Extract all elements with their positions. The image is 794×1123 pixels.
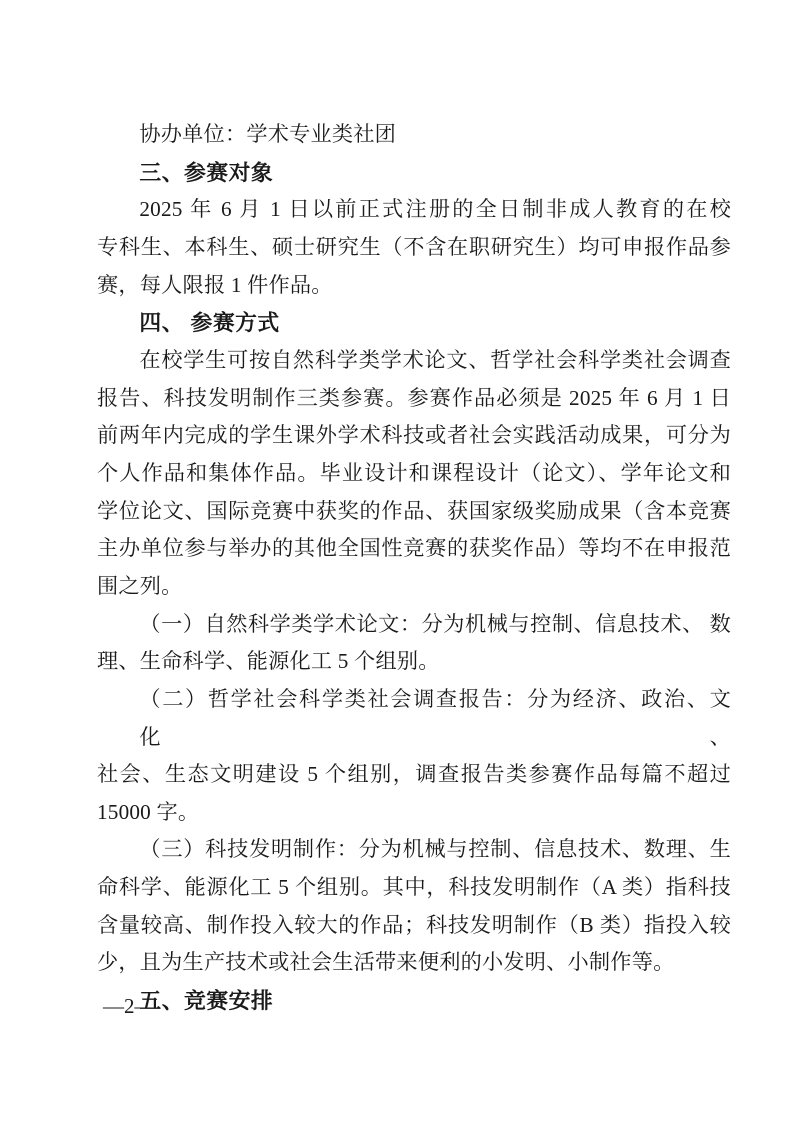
body-line: 15000 字。 [97, 799, 200, 824]
body-line: 理、生命科学、能源化工 5 个组别。 [97, 649, 440, 674]
coorganizer-line: 协办单位：学术专业类社团 [139, 122, 397, 146]
body-line: 赛，每人限报 1 件作品。 [97, 272, 333, 297]
body-line: 专科生、本科生、硕士研究生（不含在职研究生）均可申报作品参 [97, 234, 731, 259]
body-line: 社会、生态文明建设 5 个组别，调查报告类参赛作品每篇不超过 [97, 762, 731, 787]
body-line: 报告、科技发明制作三类参赛。参赛作品必须是 2025 年 6 月 1 日 [97, 385, 731, 410]
body-line: 在校学生可按自然科学类学术论文、哲学社会科学类社会调查 [139, 347, 731, 372]
section-5-heading: 五、竞赛安排 [139, 988, 274, 1014]
body-line: 含量较高、制作投入较大的作品；科技发明制作（B 类）指投入较 [97, 912, 731, 937]
body-line: 命科学、能源化工 5 个组别。其中，科技发明制作（A 类）指科技 [97, 875, 731, 900]
body-line: （一）自然科学类学术论文：分为机械与控制、信息技术、 数 [139, 611, 731, 636]
section-4-heading: 四、 参赛方式 [139, 310, 280, 336]
body-line: 围之列。 [97, 573, 183, 598]
body-line: （二）哲学社会科学类社会调查报告：分为经济、政治、文化、 [139, 686, 731, 749]
document-body [97, 116, 731, 1020]
section-3-heading: 三、参赛对象 [139, 159, 274, 185]
body-line: （三）科技发明制作：分为机械与控制、信息技术、数理、生 [139, 837, 731, 862]
body-line: 前两年内完成的学生课外学术科技或者社会实践活动成果，可分为 [97, 423, 731, 448]
body-line: 少，且为生产技术或社会生活带来便利的小发明、小制作等。 [97, 950, 675, 975]
body-line: 个人作品和集体作品。毕业设计和课程设计（论文）、学年论文和 [97, 460, 731, 485]
body-line: 学位论文、国际竞赛中获奖的作品、获国家级奖励成果（含本竞赛 [97, 498, 731, 523]
page-number: —2— [103, 994, 156, 1018]
body-line: 主办单位参与举办的其他全国性竞赛的获奖作品）等均不在申报范 [97, 536, 731, 561]
body-line: 2025 年 6 月 1 日以前正式注册的全日制非成人教育的在校 [139, 197, 731, 222]
